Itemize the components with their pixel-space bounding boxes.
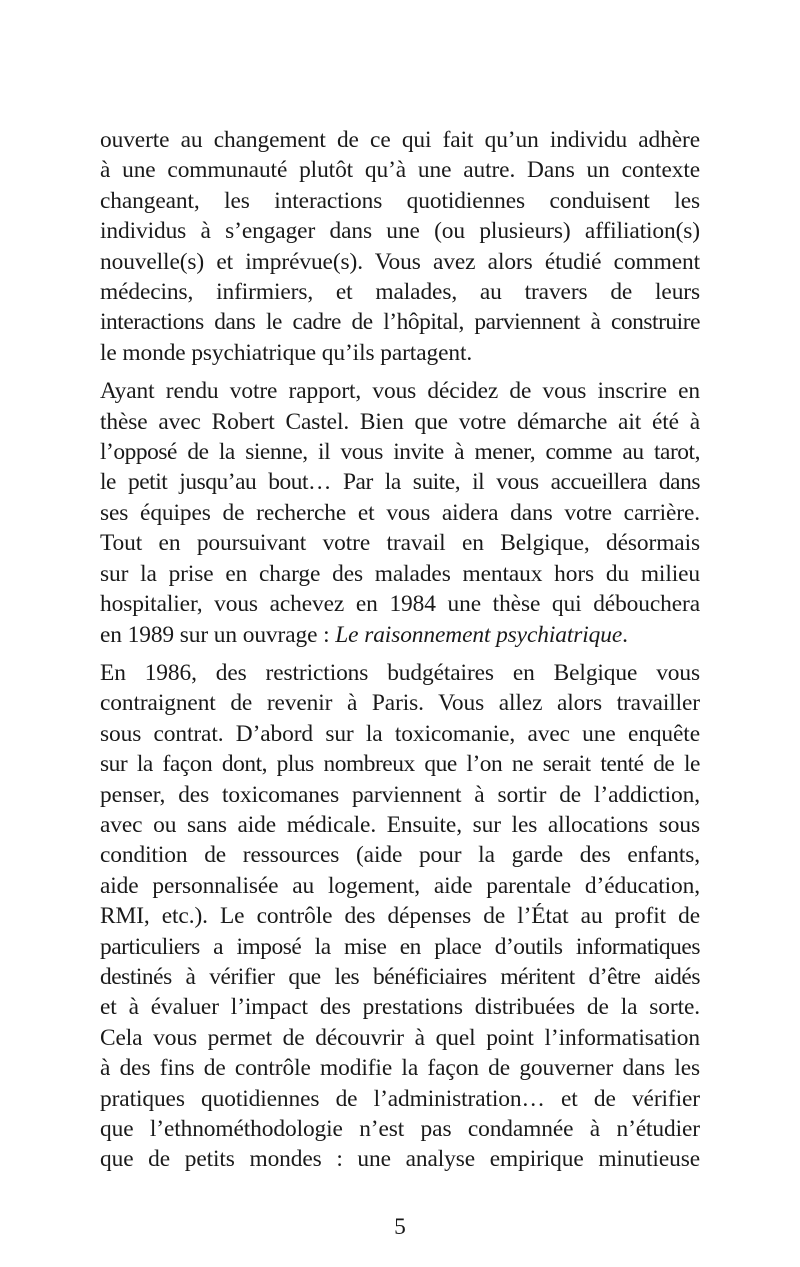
text-line: particuliers a imposé la mise en place d’outils informatiques bbox=[100, 933, 700, 960]
text-line: contraignent de revenir à Paris. Vous allez alors travailler bbox=[100, 690, 700, 717]
text-line: Ayant rendu votre rapport, vous décidez de vous inscrire en bbox=[100, 378, 700, 405]
text-line bbox=[100, 620, 700, 650]
text-line: En 1986, des restrictions budgétaires en Belgique vous bbox=[100, 659, 700, 686]
text-line: à une communauté plutôt qu’à une autre. Dans un contexte bbox=[100, 157, 700, 184]
paragraph-2 bbox=[100, 376, 700, 650]
text-line: hospitalier, vous achevez en 1984 une thèse qui débouchera bbox=[100, 591, 700, 618]
text-line: que l’ethnométhodologie n’est pas condamnée à n’étudier bbox=[100, 1116, 700, 1142]
text-line: Tout en poursuivant votre travail en Belgique, désormais bbox=[100, 530, 700, 557]
text-line: que de petits mondes : une analyse empirique minutieuse bbox=[100, 1146, 700, 1173]
text-fragment: en 1989 sur un ouvrage : bbox=[100, 621, 336, 648]
text-line: pratiques quotidiennes de l’administration… et de vérifier bbox=[100, 1085, 700, 1112]
text-line: destinés à vérifier que les bénéficiaires méritent d’être aidés bbox=[100, 963, 700, 990]
text-line: médecins, infirmiers, et malades, au travers de leurs bbox=[100, 279, 700, 306]
text-line: RMI, etc.). Le contrôle des dépenses de l’État au profit de bbox=[100, 903, 700, 930]
text-line: condition de ressources (aide pour la garde des enfants, bbox=[100, 842, 700, 869]
text-line: avec ou sans aide médicale. Ensuite, sur les allocations sous bbox=[100, 811, 700, 838]
text-line: aide personnalisée au logement, aide parentale d’éducation, bbox=[100, 872, 700, 899]
text-line: penser, des toxicomanes parviennent à sortir de l’addiction, bbox=[100, 781, 700, 808]
book-title: Le raisonnement psychiatrique bbox=[335, 621, 623, 648]
text-line: sur la façon dont, plus nombreux que l’on ne serait tenté de le bbox=[100, 751, 700, 778]
paragraph-3 bbox=[100, 658, 700, 1175]
text-line: sous contrat. D’abord sur la toxicomanie, avec une enquête bbox=[100, 720, 700, 747]
text-line: sur la prise en charge des malades mentaux hors du milieu bbox=[100, 560, 700, 587]
text-line: ouverte au changement de ce qui fait qu’un individu adhère bbox=[100, 127, 700, 153]
text-line: à des fins de contrôle modifie la façon de gouverner dans les bbox=[100, 1055, 700, 1082]
text-line: interactions dans le cadre de l’hôpital, parviennent à construire bbox=[100, 309, 700, 336]
text-line: Cela vous permet de découvrir à quel point l’informatisation bbox=[100, 1024, 700, 1051]
text-line: le monde psychiatrique qu’ils partagent. bbox=[100, 339, 473, 366]
text-line: ses équipes de recherche et vous aidera dans votre carrière. bbox=[100, 499, 700, 526]
page-body bbox=[100, 125, 700, 1183]
text-line: l’opposé de la sienne, il vous invite à mener, comme au tarot, bbox=[100, 439, 700, 466]
text-line: thèse avec Robert Castel. Bien que votre démarche ait été à bbox=[100, 408, 700, 435]
text-line: changeant, les interactions quotidiennes conduisent les bbox=[100, 187, 700, 214]
paragraph-1 bbox=[100, 125, 700, 368]
text-line: et à évaluer l’impact des prestations distribuées de la sorte. bbox=[100, 994, 700, 1021]
text-fragment: . bbox=[622, 621, 628, 648]
text-line: nouvelle(s) et imprévue(s). Vous avez alors étudié comment bbox=[100, 248, 700, 275]
text-line: le petit jusqu’au bout… Par la suite, il vous accueillera dans bbox=[100, 469, 700, 496]
text-line: individus à s’engager dans une (ou plusieurs) affiliation(s) bbox=[100, 218, 700, 245]
page-number: 5 bbox=[394, 1214, 406, 1240]
